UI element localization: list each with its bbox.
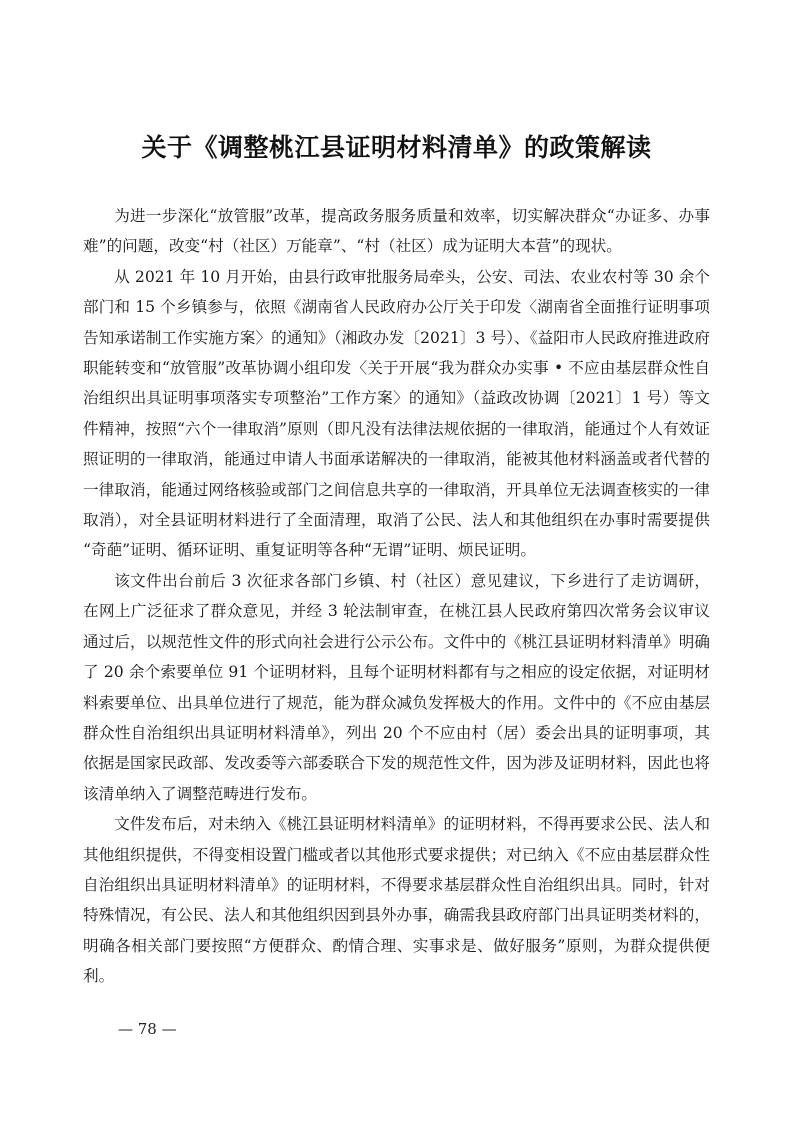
page-number: — 78 — <box>118 1020 177 1038</box>
paragraph-3: 该文件出台前后 3 次征求各部门乡镇、村（社区）意见建议，下乡进行了走访调研，在网上广泛征求了群众意见，并经 3 轮法制审查，在桃江县人民政府第四次常务会议审议通过后，以规范性文件的形式向社会进行公示公布。文件中的《桃江县证明材料清单》明确了 20 余个索要单位 91 个证明材料，且每个证明材料都有与之相应的设定依据，对证明材料索要单位、出具单位进行了规范，能为群众减负发挥极大的作用。文件中的《不应由基层群众性自治组织出具证明材料清单》，列出 20 个不应由村（居）委会出具的证明事项，其依据是国家民政部、发改委等六部委联合下发的规范性文件，因为涉及证明材料，因此也将该清单纳入了调整范畴进行发布。 <box>83 571 710 803</box>
paragraph-4: 文件发布后，对未纳入《桃江县证明材料清单》的证明材料，不得再要求公民、法人和其他组织提供，不得变相设置门槛或者以其他形式要求提供；对已纳入《不应由基层群众性自治组织出具证明材料清单》的证明材料，不得要求基层群众性自治组织出具。同时，针对特殊情况，有公民、法人和其他组织因到县外办事，确需我县政府部门出具证明类材料的，明确各相关部门要按照“方便群众、酌情合理、实事求是、做好服务”原则，为群众提供便利。 <box>83 815 710 986</box>
document-title: 关于《调整桃江县证明材料清单》的政策解读 <box>141 133 652 162</box>
paragraph-2: 从 2021 年 10 月开始，由县行政审批服务局牵头，公安、司法、农业农村等 30 余个部门和 15 个乡镇参与，依照《湖南省人民政府办公厅关于印发〈湖南省全面推行证明事项告知承诺制工作实施方案〉的通知》（湘政办发〔2021〕3 号）、《益阳市人民政府推进政府职能转变和“放管服”改革协调小组印发〈关于开展“我为群众办实事 • 不应由基层群众性自治组织出具证明事项落实专项整治”工作方案〉的通知》（益政改协调〔2021〕1 号）等文件精神，按照“六个一律取消”原则（即凡没有法律法规依据的一律取消，能通过个人有效证照证明的一律取消，能通过申请人书面承诺解决的一律取消，能被其他材料涵盖或者代替的一律取消，能通过网络核验或部门之间信息共享的一律取消，开具单位无法调查核实的一律取消），对全县证明材料进行了全面清理，取消了公民、法人和其他组织在办事时需要提供 “奇葩”证明、循环证明、重复证明等各种“无谓”证明、烦民证明。 <box>83 267 710 560</box>
document-body <box>83 201 710 992</box>
paragraph-1: 为进一步深化“放管服”改革，提高政务服务质量和效率，切实解决群众“办证多、办事难”的问题，改变“村（社区）万能章”、“村（社区）成为证明大本营”的现状。 <box>83 207 710 256</box>
